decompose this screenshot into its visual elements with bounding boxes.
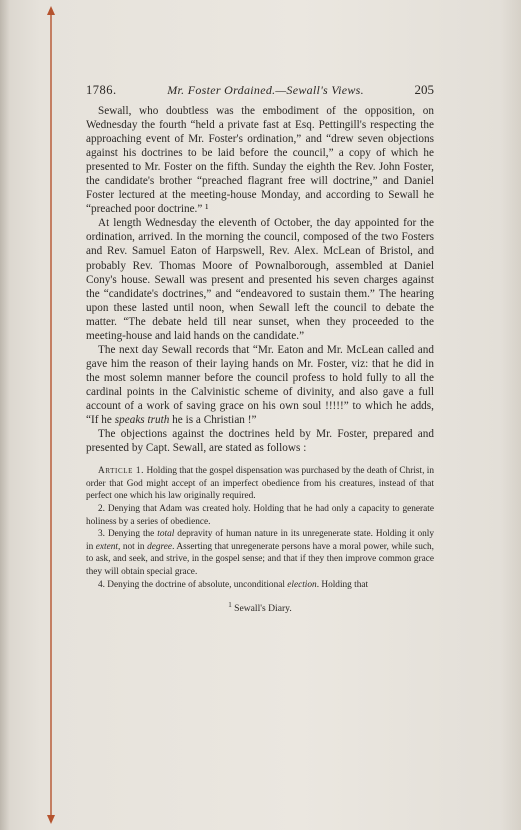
italic-phrase: extent xyxy=(95,541,118,552)
footnote-text: Sewall's Diary. xyxy=(231,603,292,615)
paragraph-text: he is a Christian !” xyxy=(169,414,257,427)
article-text: Holding that the gospel dispensation was purchased by the death of Christ, in order that God might accept of an imperfect obedience from his creatures, instead of that perfect one which his law originally required. xyxy=(86,466,434,502)
footnote xyxy=(86,601,434,614)
italic-phrase: speaks truth xyxy=(114,414,170,427)
header-year: 1786. xyxy=(86,83,117,97)
body-text xyxy=(86,104,434,455)
page-header xyxy=(86,82,434,98)
article-item xyxy=(86,465,434,503)
italic-phrase: total xyxy=(157,529,175,540)
footnote-marker: 1 xyxy=(228,601,232,610)
article-text: 4. Denying the doctrine of absolute, unconditional xyxy=(98,579,288,590)
book-page xyxy=(86,82,434,614)
paragraph: At length Wednesday the eleventh of October, the day appointed for the ordination, arrived. In the morning the council, composed of the two Fosters and Rev. Samuel Eaton of Harpswell, Rev. Alex. McLean of Bristol, and probably Rev. Thomas Moore of Pownalborough, assembled at Daniel Cony's house. Sewall was present and presented his seven charges against the “candidate's doctrines,” and “endeavored to sustain them.” The hearing upon these lasted until noon, when Sewall left the council to debate the matter. “The debate held till near sunset, when they proceeded to the meeting-house and laid hands on the candidate.” xyxy=(86,217,434,342)
running-title: Mr. Foster Ordained.—Sewall's Views. xyxy=(167,83,364,97)
article-text: . Asserting that unregenerate persons have a moral power, while such, to ask, and seek, and strive, in the gospel sense; and that if they then improve common grace they will obtain special grace. xyxy=(86,541,434,577)
book-binding-edge xyxy=(0,0,10,830)
article-text: 3. Denying the xyxy=(98,529,158,540)
article-item xyxy=(86,579,434,592)
article-text: . Holding that xyxy=(316,579,369,590)
italic-phrase: degree xyxy=(147,541,173,552)
paragraph xyxy=(86,343,434,427)
paragraph: Sewall, who doubtless was the embodiment of the opposition, on Wednesday the fourth “held a private fast at Esq. Pettingill's respecting the approaching event of Mr. Foster's ordination,” and “drew seven objections against his doctrines to be laid before the council,” a copy of which he presented to Mr. Foster on the fifth. Sunday the eighth the Rev. John Foster, the candidate's brother “preached flagrant free will doctrine,” and Daniel Foster lectured at the meeting-house Monday, and according to Sewall he “preached poor doctrine.” ¹ xyxy=(86,105,434,216)
article-lead: Article 1. xyxy=(98,466,145,477)
article-item: 2. Denying that Adam was created holy. Holding that he had only a capacity to generate holiness by a series of obedience. xyxy=(86,503,434,527)
page-number: 205 xyxy=(414,82,434,97)
article-item xyxy=(86,528,434,578)
article-text: depravity of human nature in its unregenerate state. Holding it only in xyxy=(86,529,434,552)
objection-articles xyxy=(86,465,434,591)
measurement-ruler xyxy=(50,6,52,824)
italic-phrase: election xyxy=(287,579,317,590)
paragraph: The objections against the doctrines held by Mr. Foster, prepared and presented by Capt. Sewall, are stated as follows : xyxy=(86,428,434,455)
article-text: , not in xyxy=(118,541,148,552)
paragraph-text: The next day Sewall records that “Mr. Eaton and Mr. McLean called and gave him the reason of their laying hands on Mr. Foster, viz: that he did in the most solemn manner before the council profess to hold fully to all the cardinal points in the Calvinistic scheme of divinity, and also gave a full account of a work of saving grace on his own soul !!!!!” to which he adds, “If he xyxy=(86,343,434,427)
